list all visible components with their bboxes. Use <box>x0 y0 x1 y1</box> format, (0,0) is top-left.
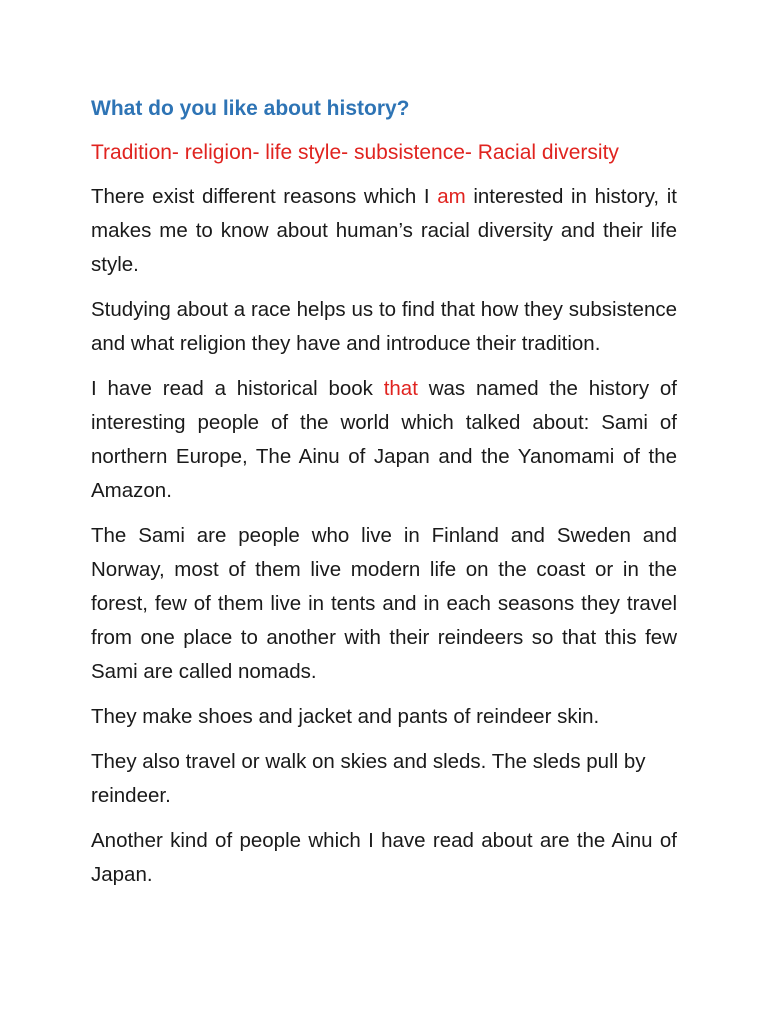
document-heading: What do you like about history? <box>91 97 410 120</box>
topics-line: Tradition- religion- life style- subsistence- Racial diversity <box>91 141 619 164</box>
paragraph-text: I have read a historical book <box>91 377 384 400</box>
paragraph-travel: They also travel or walk on skies and sleds. The sleds pull by reindeer. <box>91 750 646 807</box>
document-page <box>91 92 677 903</box>
paragraph-ainu: Another kind of people which I have read about are the Ainu of Japan. <box>91 829 677 886</box>
paragraph-book <box>91 372 677 508</box>
highlighted-word: am <box>437 185 466 208</box>
paragraph-text: interested in history, it makes me to know about human’s racial diversity and their life style. <box>91 185 677 276</box>
paragraph-text: was named the history of interesting people of the world which talked about: Sami of northern Europe, The Ainu of Japan and the Yanomami of the Amazon. <box>91 377 677 502</box>
paragraph-text: There exist different reasons which I <box>91 185 438 208</box>
paragraph-race: Studying about a race helps us to find that how they subsistence and what religion they have and introduce their tradition. <box>91 298 677 355</box>
paragraph-reasons <box>91 180 677 282</box>
highlighted-word: that <box>383 377 418 400</box>
paragraph-clothing: They make shoes and jacket and pants of reindeer skin. <box>91 705 600 728</box>
paragraph-sami: The Sami are people who live in Finland and Sweden and Norway, most of them live modern life on the coast or in the forest, few of them live in tents and in each seasons they travel from one place to another with their reindeers so that this few Sami are called nomads. <box>91 524 677 683</box>
